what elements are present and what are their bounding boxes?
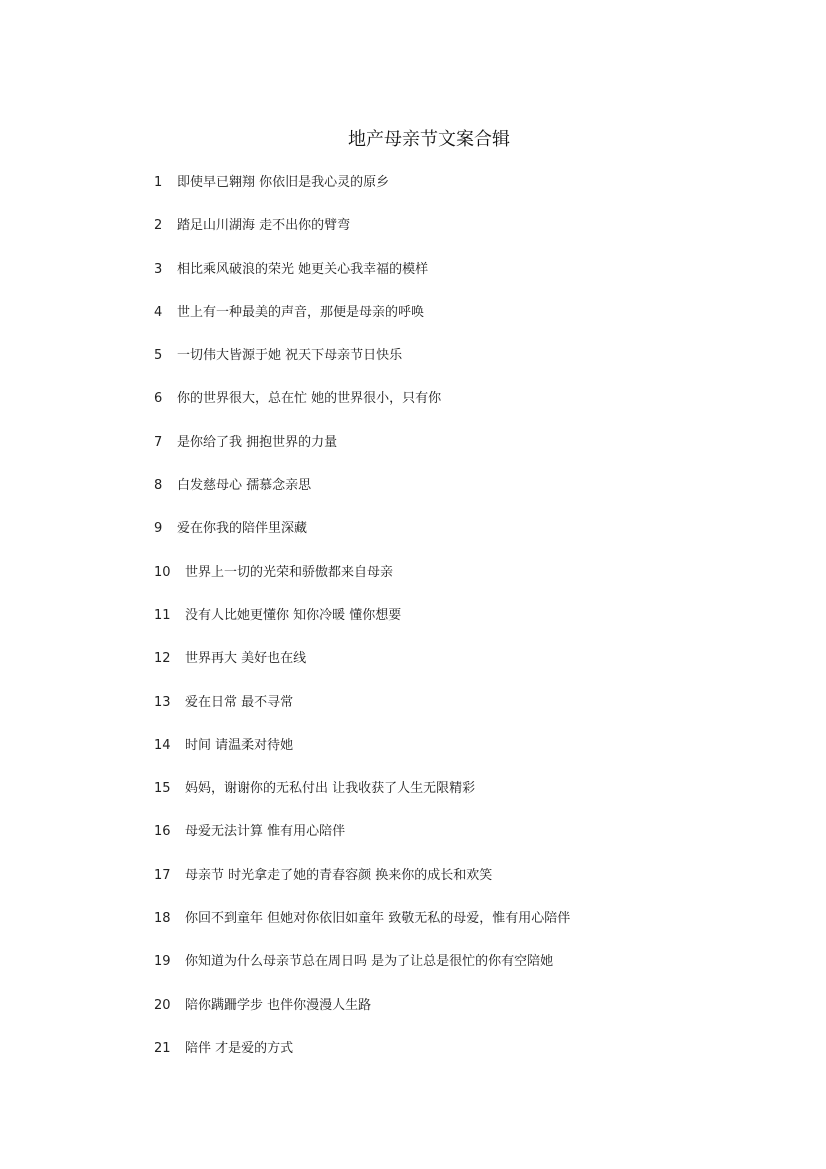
line-number: 12 [154,651,171,667]
line-number: 8 [154,478,163,494]
line-number: 10 [154,564,171,580]
copy-list [154,172,570,1081]
list-item [154,951,570,994]
list-item [154,821,570,864]
line-text: 世界上一切的光荣和骄傲都来自母亲 [185,564,394,580]
line-text: 是你给了我 拥抱世界的力量 [177,434,338,450]
list-item [154,1038,570,1081]
page-title: 地产母亲节文案合辑 [348,129,510,150]
line-number: 5 [154,348,163,364]
line-number: 19 [154,954,171,970]
line-text: 陪伴 才是爱的方式 [185,1040,294,1056]
line-text: 你回不到童年 但她对你依旧如童年 致敬无私的母爱，惟有用心陪伴 [185,911,571,927]
line-number: 11 [154,607,171,623]
list-item [154,345,570,388]
list-item [154,388,570,431]
line-number: 4 [154,304,163,320]
line-text: 即使早已翱翔 你依旧是我心灵的原乡 [177,175,390,190]
line-number: 6 [154,391,163,407]
list-item [154,562,570,605]
line-number: 18 [154,911,171,927]
list-item [154,172,570,215]
list-item [154,475,570,518]
list-item [154,735,570,778]
list-item [154,302,570,345]
line-text: 相比乘风破浪的荣光 她更关心我幸福的模样 [177,261,429,277]
line-text: 陪你蹒跚学步 也伴你漫漫人生路 [185,997,372,1013]
line-number: 3 [154,261,163,277]
line-text: 母爱无法计算 惟有用心陪伴 [185,824,346,840]
line-number: 16 [154,824,171,840]
line-text: 世上有一种最美的声音，那便是母亲的呼唤 [177,304,425,320]
line-number: 1 [154,175,163,190]
list-item [154,995,570,1038]
line-number: 7 [154,434,163,450]
list-item [154,259,570,302]
list-item [154,778,570,821]
line-number: 9 [154,521,163,537]
line-number: 17 [154,867,171,883]
list-item [154,908,570,951]
line-text: 白发慈母心 孺慕念亲思 [177,478,312,494]
line-number: 14 [154,737,171,753]
line-text: 爱在你我的陪伴里深藏 [177,521,308,537]
line-number: 2 [154,218,163,234]
list-item [154,605,570,648]
line-text: 一切伟大皆源于她 祝天下母亲节日快乐 [177,348,403,364]
list-item [154,865,570,908]
line-text: 世界再大 美好也在线 [185,651,307,667]
line-text: 妈妈，谢谢你的无私付出 让我收获了人生无限精彩 [185,781,476,797]
line-text: 时间 请温柔对待她 [185,737,294,753]
line-text: 母亲节 时光拿走了她的青春容颜 换来你的成长和欢笑 [185,867,493,883]
list-item [154,215,570,258]
line-number: 13 [154,694,171,710]
line-number: 20 [154,997,171,1013]
list-item [154,648,570,691]
line-number: 15 [154,781,171,797]
line-text: 你的世界很大，总在忙 她的世界很小，只有你 [177,391,442,407]
line-text: 爱在日常 最不寻常 [185,694,294,710]
list-item [154,518,570,561]
list-item [154,692,570,735]
line-number: 21 [154,1040,171,1056]
list-item [154,432,570,475]
line-text: 踏足山川湖海 走不出你的臂弯 [177,218,351,234]
line-text: 没有人比她更懂你 知你冷暖 懂你想要 [185,607,402,623]
line-text: 你知道为什么母亲节总在周日吗 是为了让总是很忙的你有空陪她 [185,954,554,970]
